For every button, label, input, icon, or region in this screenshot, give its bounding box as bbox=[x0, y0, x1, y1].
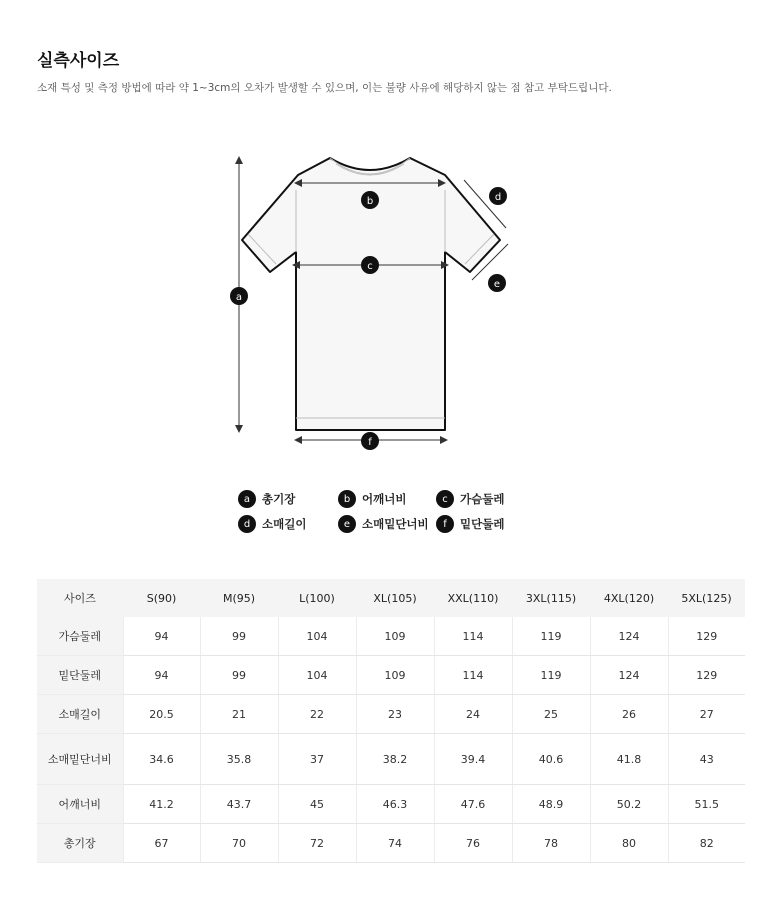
legend-label-a: 총기장 bbox=[262, 492, 296, 506]
table-cell: 20.5 bbox=[123, 695, 200, 734]
table-cell: 74 bbox=[356, 824, 434, 863]
marker-f bbox=[361, 432, 379, 450]
legend-badge-c: c bbox=[436, 490, 454, 508]
table-cell: 104 bbox=[278, 617, 356, 656]
table-cell: 67 bbox=[123, 824, 200, 863]
table-cell: 129 bbox=[668, 656, 745, 695]
size-table bbox=[37, 579, 745, 863]
legend-badge-a: a bbox=[238, 490, 256, 508]
table-cell: 129 bbox=[668, 617, 745, 656]
table-cell: 72 bbox=[278, 824, 356, 863]
table-cell: 119 bbox=[512, 617, 590, 656]
row-label: 어깨너비 bbox=[37, 785, 123, 824]
row-label: 가슴둘레 bbox=[37, 617, 123, 656]
table-cell: 41.2 bbox=[123, 785, 200, 824]
table-cell: 70 bbox=[200, 824, 278, 863]
legend-label-d: 소매길이 bbox=[262, 517, 307, 531]
table-cell: 94 bbox=[123, 617, 200, 656]
size-header-cell: 3XL(115) bbox=[512, 579, 590, 617]
legend-label-b: 어깨너비 bbox=[362, 492, 407, 506]
row-label: 소매길이 bbox=[37, 695, 123, 734]
marker-d bbox=[489, 187, 507, 205]
measurement-note: 소재 특성 및 측정 방법에 따라 약 1~3cm의 오차가 발생할 수 있으며, 이는 불량 사유에 해당하지 않는 점 참고 부탁드립니다. bbox=[37, 82, 612, 94]
table-cell: 46.3 bbox=[356, 785, 434, 824]
table-cell: 82 bbox=[668, 824, 745, 863]
size-header-cell: 4XL(120) bbox=[590, 579, 668, 617]
table-cell: 119 bbox=[512, 656, 590, 695]
table-cell: 41.8 bbox=[590, 734, 668, 785]
table-row-chest bbox=[37, 617, 745, 656]
tshirt-measurement-diagram bbox=[220, 150, 520, 455]
legend-label-f: 밑단둘레 bbox=[460, 517, 505, 531]
table-cell: 114 bbox=[434, 617, 512, 656]
table-cell: 124 bbox=[590, 617, 668, 656]
table-cell: 50.2 bbox=[590, 785, 668, 824]
size-header-row bbox=[37, 579, 745, 617]
table-cell: 25 bbox=[512, 695, 590, 734]
table-row-sleeve-length bbox=[37, 695, 745, 734]
legend-label-c: 가슴둘레 bbox=[460, 492, 505, 506]
table-cell: 22 bbox=[278, 695, 356, 734]
table-cell: 27 bbox=[668, 695, 745, 734]
table-cell: 104 bbox=[278, 656, 356, 695]
table-cell: 94 bbox=[123, 656, 200, 695]
marker-e bbox=[488, 274, 506, 292]
table-cell: 40.6 bbox=[512, 734, 590, 785]
marker-c bbox=[361, 256, 379, 274]
table-cell: 21 bbox=[200, 695, 278, 734]
size-header-cell: S(90) bbox=[123, 579, 200, 617]
table-cell: 24 bbox=[434, 695, 512, 734]
table-cell: 78 bbox=[512, 824, 590, 863]
table-cell: 109 bbox=[356, 656, 434, 695]
table-cell: 99 bbox=[200, 617, 278, 656]
table-row-sleeve-opening bbox=[37, 734, 745, 785]
table-cell: 124 bbox=[590, 656, 668, 695]
table-cell: 51.5 bbox=[668, 785, 745, 824]
table-row-total-length bbox=[37, 824, 745, 863]
legend-item-e bbox=[338, 515, 429, 533]
table-cell: 114 bbox=[434, 656, 512, 695]
table-cell: 80 bbox=[590, 824, 668, 863]
legend-badge-d: d bbox=[238, 515, 256, 533]
table-cell: 26 bbox=[590, 695, 668, 734]
table-cell: 37 bbox=[278, 734, 356, 785]
size-header-cell: XL(105) bbox=[356, 579, 434, 617]
table-cell: 109 bbox=[356, 617, 434, 656]
svg-text:f: f bbox=[368, 437, 372, 448]
measurement-legend bbox=[238, 490, 538, 540]
legend-badge-b: b bbox=[338, 490, 356, 508]
svg-text:a: a bbox=[235, 292, 243, 303]
size-header-cell: L(100) bbox=[278, 579, 356, 617]
table-cell: 35.8 bbox=[200, 734, 278, 785]
legend-item-d bbox=[238, 515, 306, 533]
legend-badge-e: e bbox=[338, 515, 356, 533]
marker-a bbox=[230, 287, 248, 305]
page-title: 실측사이즈 bbox=[37, 51, 120, 71]
size-header-cell: 5XL(125) bbox=[668, 579, 745, 617]
legend-item-f bbox=[436, 515, 504, 533]
table-cell: 76 bbox=[434, 824, 512, 863]
legend-item-b bbox=[338, 490, 406, 508]
row-label: 총기장 bbox=[37, 824, 123, 863]
table-corner-header: 사이즈 bbox=[37, 579, 123, 617]
legend-item-a bbox=[238, 490, 295, 508]
legend-label-e: 소매밑단너비 bbox=[362, 517, 429, 531]
legend-badge-f: f bbox=[436, 515, 454, 533]
size-header-cell: M(95) bbox=[200, 579, 278, 617]
svg-text:e: e bbox=[493, 279, 501, 290]
table-cell: 99 bbox=[200, 656, 278, 695]
legend-item-c bbox=[436, 490, 504, 508]
table-cell: 43 bbox=[668, 734, 745, 785]
row-label: 밑단둘레 bbox=[37, 656, 123, 695]
table-row-hem bbox=[37, 656, 745, 695]
table-row-shoulder bbox=[37, 785, 745, 824]
marker-b bbox=[361, 191, 379, 209]
table-cell: 38.2 bbox=[356, 734, 434, 785]
table-cell: 45 bbox=[278, 785, 356, 824]
table-cell: 48.9 bbox=[512, 785, 590, 824]
size-header-cell: XXL(110) bbox=[434, 579, 512, 617]
svg-text:d: d bbox=[494, 192, 502, 203]
svg-text:b: b bbox=[366, 196, 374, 207]
table-cell: 47.6 bbox=[434, 785, 512, 824]
svg-text:c: c bbox=[367, 261, 373, 272]
table-cell: 43.7 bbox=[200, 785, 278, 824]
table-cell: 23 bbox=[356, 695, 434, 734]
table-cell: 39.4 bbox=[434, 734, 512, 785]
row-label: 소매밑단너비 bbox=[37, 734, 123, 785]
table-cell: 34.6 bbox=[123, 734, 200, 785]
